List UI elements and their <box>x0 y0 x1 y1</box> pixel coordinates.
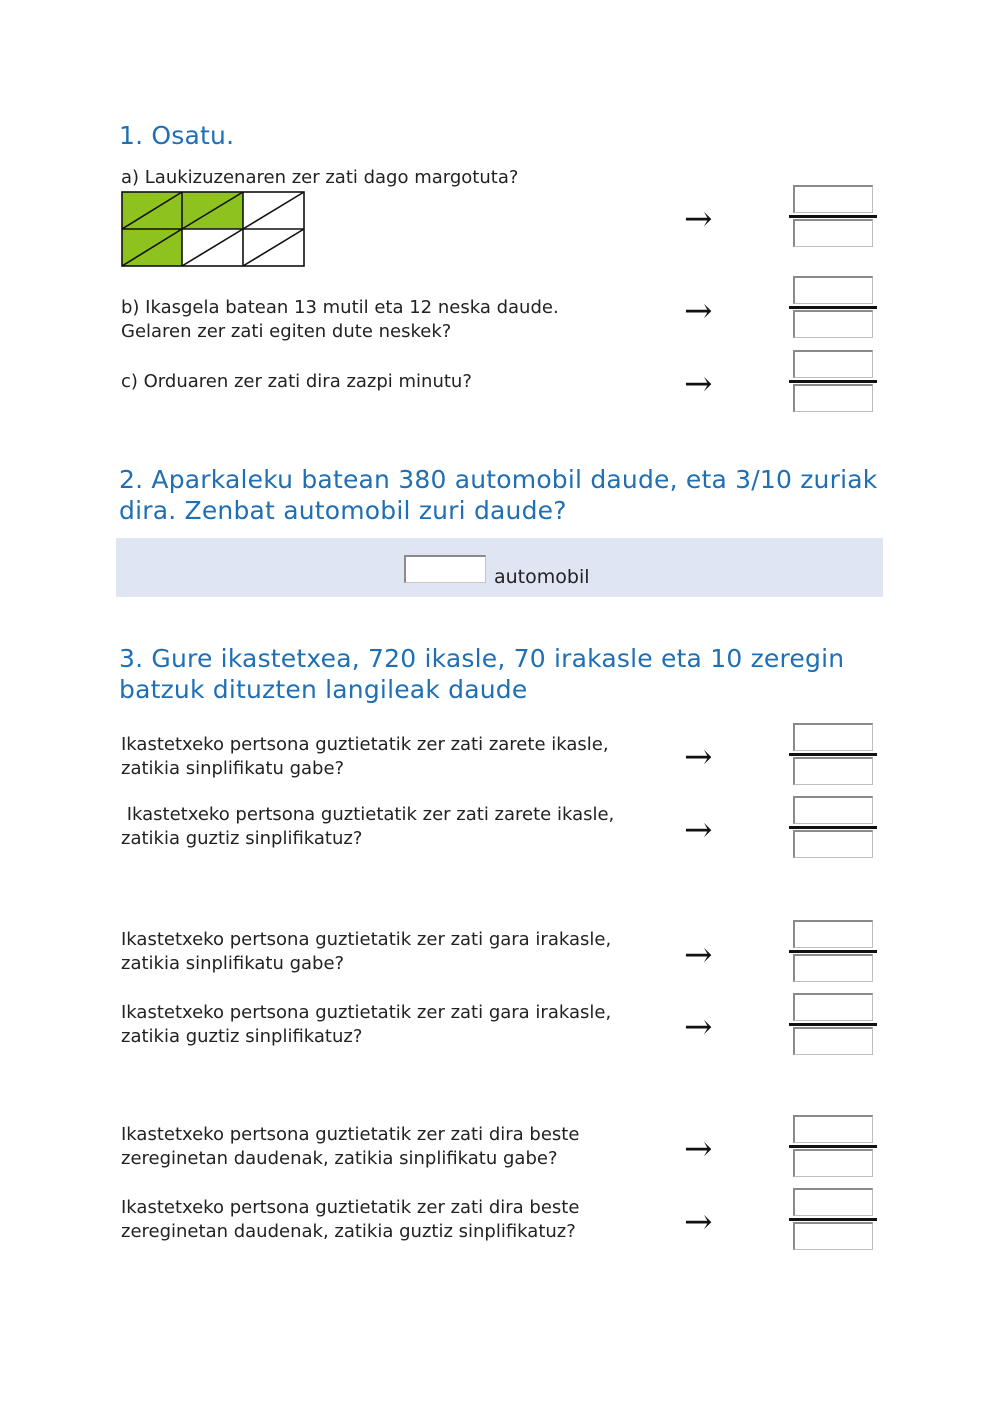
fraction-answer-3-4 <box>789 993 879 1057</box>
arrow-icon: → <box>684 1129 713 1169</box>
fraction-bar <box>789 1145 877 1148</box>
automobile-count-input[interactable] <box>404 555 486 583</box>
question-line1: Ikastetxeko pertsona guztietatik zer zati dira beste <box>121 1124 580 1145</box>
fraction-answer-a <box>789 185 879 249</box>
arrow-icon: → <box>684 737 713 777</box>
question-a: a) Laukizuzenaren zer zati dago margotuta? <box>121 167 519 188</box>
section3-title-line1: 3. Gure ikastetxea, 720 ikasle, 70 irakasle eta 10 zeregin <box>119 644 845 673</box>
fraction-answer-3-6 <box>789 1188 879 1252</box>
numerator-input[interactable] <box>793 993 873 1021</box>
numerator-input[interactable] <box>793 185 873 213</box>
section3-title-line2: batzuk dituzten langileak daude <box>119 675 528 704</box>
numerator-input[interactable] <box>793 276 873 304</box>
section2-title-line2: dira. Zenbat automobil zuri daude? <box>119 496 567 525</box>
answer-band <box>116 538 883 597</box>
denominator-input[interactable] <box>793 310 873 338</box>
denominator-input[interactable] <box>793 1222 873 1250</box>
unit-label: automobil <box>494 566 590 588</box>
numerator-input[interactable] <box>793 920 873 948</box>
question-line2: zereginetan daudenak, zatikia sinplifikatu gabe? <box>121 1148 558 1169</box>
denominator-input[interactable] <box>793 219 873 247</box>
arrow-icon: → <box>684 1202 713 1242</box>
question-c: c) Orduaren zer zati dira zazpi minutu? <box>121 371 472 392</box>
question-line1: Ikastetxeko pertsona guztietatik zer zati zarete ikasle, <box>121 734 609 755</box>
section2-title-line1: 2. Aparkaleku batean 380 automobil daude, eta 3/10 zuriak <box>119 465 878 494</box>
numerator-input[interactable] <box>793 723 873 751</box>
fraction-answer-b <box>789 276 879 340</box>
numerator-input[interactable] <box>793 1188 873 1216</box>
numerator-input[interactable] <box>793 796 873 824</box>
arrow-icon: → <box>684 364 713 404</box>
fraction-bar <box>789 215 877 218</box>
fraction-bar <box>789 1023 877 1026</box>
numerator-input[interactable] <box>793 350 873 378</box>
denominator-input[interactable] <box>793 757 873 785</box>
arrow-icon: → <box>684 291 713 331</box>
question-line1: Ikastetxeko pertsona guztietatik zer zati gara irakasle, <box>121 1002 612 1023</box>
question-line1: Ikastetxeko pertsona guztietatik zer zati dira beste <box>121 1197 580 1218</box>
fraction-answer-3-5 <box>789 1115 879 1179</box>
fraction-answer-3-2 <box>789 796 879 860</box>
denominator-input[interactable] <box>793 954 873 982</box>
question-b-line2: Gelaren zer zati egiten dute neskek? <box>121 321 452 342</box>
fraction-answer-3-1 <box>789 723 879 787</box>
fraction-bar <box>789 950 877 953</box>
arrow-icon: → <box>684 935 713 975</box>
shaded-rectangle-diagram <box>120 190 306 268</box>
question-line1: Ikastetxeko pertsona guztietatik zer zati gara irakasle, <box>121 929 612 950</box>
question-line2: zereginetan daudenak, zatikia guztiz sinplifikatuz? <box>121 1221 576 1242</box>
question-line2: zatikia sinplifikatu gabe? <box>121 953 345 974</box>
arrow-icon: → <box>684 199 713 239</box>
denominator-input[interactable] <box>793 1149 873 1177</box>
question-b-line1: b) Ikasgela batean 13 mutil eta 12 neska daude. <box>121 297 559 318</box>
denominator-input[interactable] <box>793 830 873 858</box>
section1-title: 1. Osatu. <box>119 121 235 150</box>
denominator-input[interactable] <box>793 384 873 412</box>
fraction-bar <box>789 753 877 756</box>
arrow-icon: → <box>684 1007 713 1047</box>
question-line1: Ikastetxeko pertsona guztietatik zer zati zarete ikasle, <box>121 804 615 825</box>
fraction-bar <box>789 380 877 383</box>
fraction-bar <box>789 306 877 309</box>
question-line2: zatikia guztiz sinplifikatuz? <box>121 828 363 849</box>
question-line2: zatikia guztiz sinplifikatuz? <box>121 1026 363 1047</box>
numerator-input[interactable] <box>793 1115 873 1143</box>
denominator-input[interactable] <box>793 1027 873 1055</box>
fraction-bar <box>789 826 877 829</box>
arrow-icon: → <box>684 810 713 850</box>
question-line2: zatikia sinplifikatu gabe? <box>121 758 345 779</box>
fraction-answer-3-3 <box>789 920 879 984</box>
fraction-bar <box>789 1218 877 1221</box>
fraction-answer-c <box>789 350 879 414</box>
